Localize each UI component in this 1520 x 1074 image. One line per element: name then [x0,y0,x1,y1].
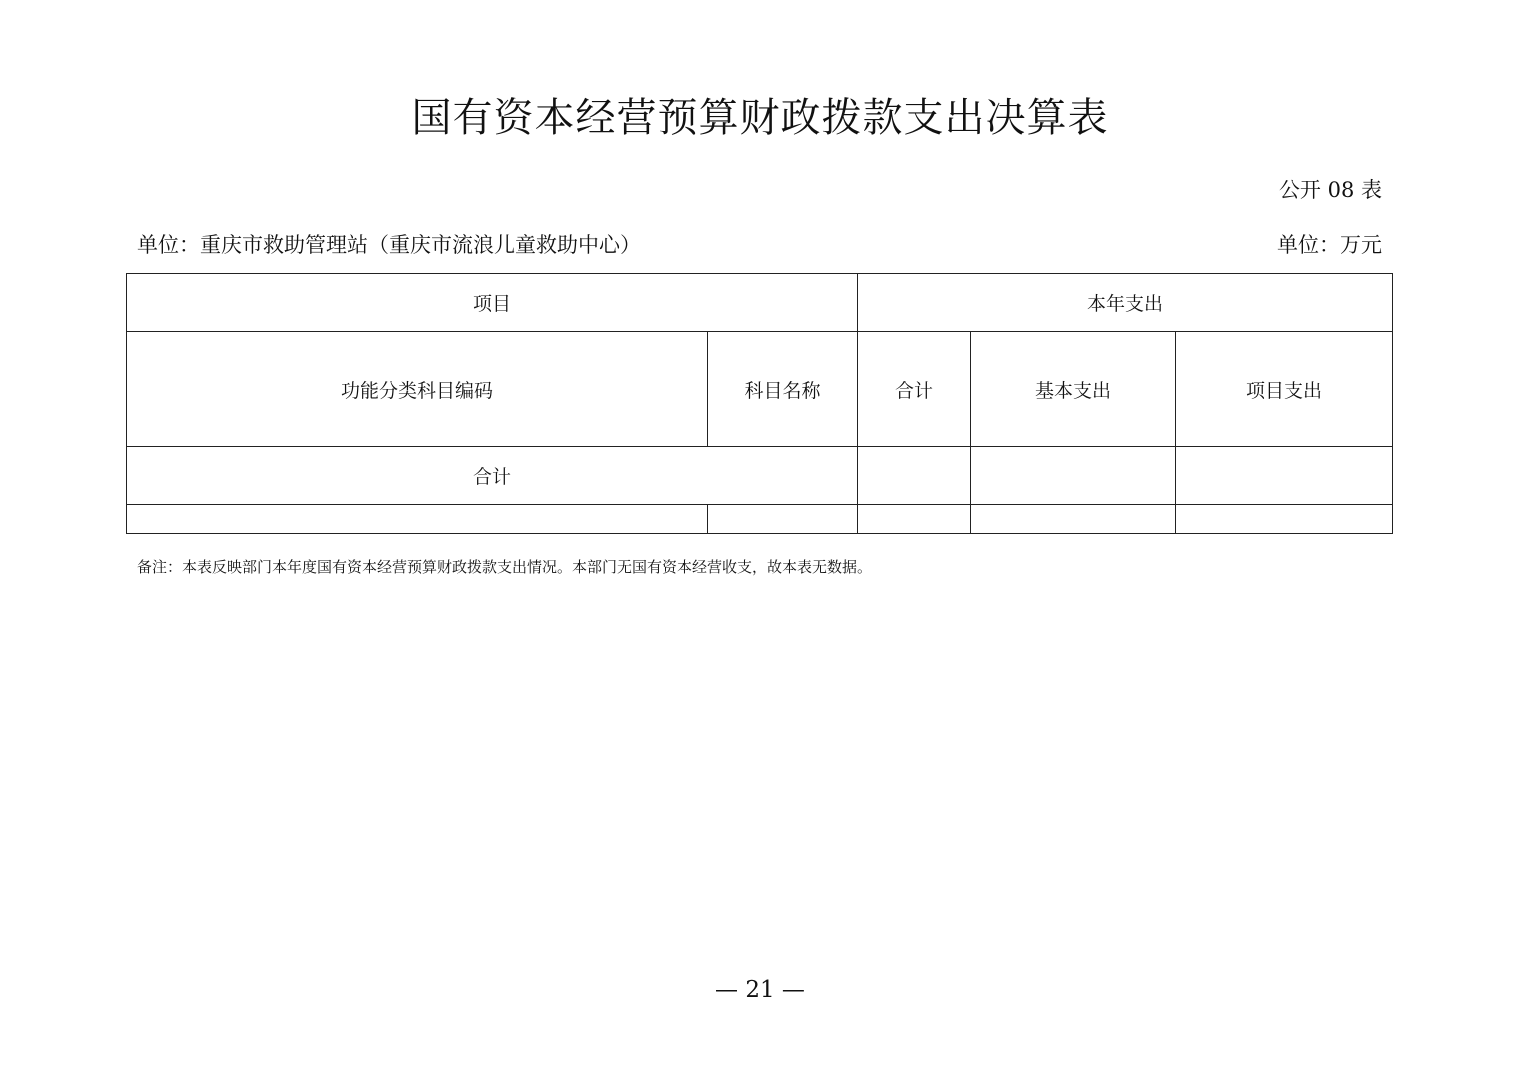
page-number: — 21 — [715,977,805,1003]
subject-name-cell [708,505,858,534]
total-value-cell [858,505,971,534]
total-project-cell [1176,447,1393,505]
total-label: 合计 [127,447,858,505]
table-code: 公开 08 表 [1278,178,1382,202]
function-code-cell [127,505,708,534]
expenditure-table [126,273,1393,534]
project-value-cell [1176,505,1393,534]
total-row [127,447,1393,505]
column-function-code: 功能分类科目编码 [127,332,708,447]
page-title: 国有资本经营预算财政拨款支出决算表 [411,95,1109,141]
column-total: 合计 [858,332,971,447]
header-item: 项目 [127,274,858,332]
column-subject-name: 科目名称 [708,332,858,447]
table-note: 备注：本表反映部门本年度国有资本经营预算财政拨款支出情况。本部门无国有资本经营收支，故本表无数据。 [137,558,873,576]
total-basic-cell [971,447,1176,505]
header-current-year-expenditure: 本年支出 [858,274,1393,332]
basic-value-cell [971,505,1176,534]
table-row [127,505,1393,534]
column-basic-expenditure: 基本支出 [971,332,1176,447]
total-cell [858,447,971,505]
currency-unit: 单位：万元 [1277,233,1382,257]
header-column-row [127,332,1393,447]
column-project-expenditure: 项目支出 [1176,332,1393,447]
reporting-unit: 单位：重庆市救助管理站（重庆市流浪儿童救助中心） [137,233,641,257]
header-group-row [127,274,1393,332]
